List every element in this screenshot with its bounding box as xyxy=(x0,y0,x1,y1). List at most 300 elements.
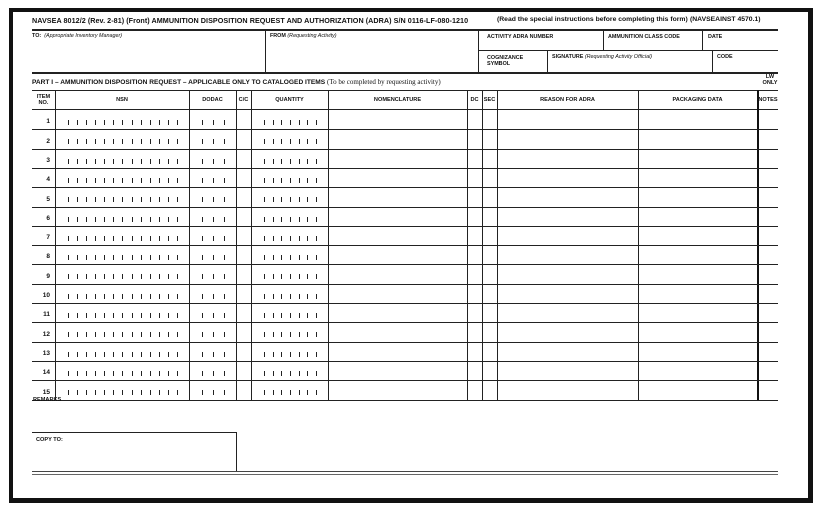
reason-field[interactable] xyxy=(498,265,637,282)
nsn-field[interactable] xyxy=(56,150,188,167)
sec-field[interactable] xyxy=(483,188,496,205)
tick-mark xyxy=(150,313,151,318)
reason-field[interactable] xyxy=(498,169,637,186)
tick-mark xyxy=(150,352,151,357)
character-tick-marks xyxy=(202,120,225,126)
tick-mark xyxy=(104,255,105,260)
tick-mark xyxy=(104,197,105,202)
character-tick-marks xyxy=(202,313,225,319)
nomenclature-field[interactable] xyxy=(329,362,466,379)
packaging-field[interactable] xyxy=(639,381,756,398)
quantity-field[interactable] xyxy=(252,381,327,398)
tick-mark xyxy=(224,159,225,164)
dodac-field[interactable] xyxy=(190,246,235,263)
tick-mark xyxy=(95,371,96,376)
tick-mark xyxy=(168,332,169,337)
tick-mark xyxy=(202,294,203,299)
tick-mark xyxy=(290,371,291,376)
dc-field[interactable] xyxy=(468,304,481,321)
reason-field[interactable] xyxy=(498,362,637,379)
tick-mark xyxy=(273,294,274,299)
dc-field[interactable] xyxy=(468,246,481,263)
tick-mark xyxy=(281,313,282,318)
tick-mark xyxy=(104,139,105,144)
tick-mark xyxy=(264,178,265,183)
packaging-field[interactable] xyxy=(639,285,756,302)
tick-mark xyxy=(299,390,300,395)
quantity-field[interactable] xyxy=(252,150,327,167)
sec-field[interactable] xyxy=(483,227,496,244)
quantity-field[interactable] xyxy=(252,285,327,302)
nsn-field[interactable] xyxy=(56,323,188,340)
tick-mark xyxy=(141,352,142,357)
form-instructions: (Read the special instructions before completing this form) xyxy=(497,16,688,23)
cc-field[interactable] xyxy=(237,343,250,360)
tick-mark xyxy=(132,390,133,395)
tick-mark xyxy=(177,332,178,337)
sec-field[interactable] xyxy=(483,381,496,398)
tick-mark xyxy=(281,236,282,241)
tick-mark xyxy=(77,332,78,337)
nsn-field[interactable] xyxy=(56,227,188,244)
nsn-field[interactable] xyxy=(56,188,188,205)
nomenclature-field[interactable] xyxy=(329,188,466,205)
tick-mark xyxy=(113,159,114,164)
tick-mark xyxy=(177,178,178,183)
tick-mark xyxy=(132,159,133,164)
cc-field[interactable] xyxy=(237,169,250,186)
tick-mark xyxy=(202,352,203,357)
nsn-field[interactable] xyxy=(56,285,188,302)
tick-mark xyxy=(168,139,169,144)
notes-field[interactable] xyxy=(758,362,777,379)
packaging-field[interactable] xyxy=(639,265,756,282)
nsn-field[interactable] xyxy=(56,246,188,263)
cc-field[interactable] xyxy=(237,362,250,379)
nsn-field[interactable] xyxy=(56,130,188,147)
sec-field[interactable] xyxy=(483,208,496,225)
sec-field[interactable] xyxy=(483,130,496,147)
tick-mark xyxy=(168,294,169,299)
cc-field[interactable] xyxy=(237,150,250,167)
character-tick-marks xyxy=(68,371,178,377)
nsn-field[interactable] xyxy=(56,381,188,398)
cc-field[interactable] xyxy=(237,208,250,225)
tick-mark xyxy=(299,371,300,376)
tick-mark xyxy=(177,352,178,357)
nomenclature-field[interactable] xyxy=(329,246,466,263)
dodac-field[interactable] xyxy=(190,130,235,147)
nsn-field[interactable] xyxy=(56,343,188,360)
tick-mark xyxy=(122,332,123,337)
to-field[interactable] xyxy=(32,31,264,71)
col-nsn: NSN xyxy=(116,97,128,103)
notes-field[interactable] xyxy=(758,285,777,302)
tick-mark xyxy=(95,332,96,337)
tick-mark xyxy=(264,274,265,279)
reason-field[interactable] xyxy=(498,343,637,360)
nomenclature-field[interactable] xyxy=(329,111,466,128)
tick-mark xyxy=(159,294,160,299)
dodac-field[interactable] xyxy=(190,111,235,128)
lw-only-label xyxy=(760,74,780,86)
tick-mark xyxy=(177,313,178,318)
nsn-field[interactable] xyxy=(56,169,188,186)
tick-mark xyxy=(290,120,291,125)
tick-mark xyxy=(159,313,160,318)
packaging-field[interactable] xyxy=(639,130,756,147)
reason-field[interactable] xyxy=(498,323,637,340)
dc-field[interactable] xyxy=(468,150,481,167)
dodac-field[interactable] xyxy=(190,362,235,379)
tick-mark xyxy=(150,197,151,202)
nomenclature-field[interactable] xyxy=(329,130,466,147)
character-tick-marks xyxy=(202,178,225,184)
dodac-field[interactable] xyxy=(190,381,235,398)
cc-field[interactable] xyxy=(237,265,250,282)
dodac-field[interactable] xyxy=(190,343,235,360)
tick-mark xyxy=(316,294,317,299)
dodac-field[interactable] xyxy=(190,304,235,321)
nomenclature-field[interactable] xyxy=(329,285,466,302)
cc-field[interactable] xyxy=(237,227,250,244)
sec-field[interactable] xyxy=(483,150,496,167)
dc-field[interactable] xyxy=(468,130,481,147)
tick-mark xyxy=(168,255,169,260)
tick-mark xyxy=(159,352,160,357)
dodac-field[interactable] xyxy=(190,208,235,225)
nsn-field[interactable] xyxy=(56,304,188,321)
character-tick-marks xyxy=(202,352,225,358)
cognizance-symbol-field[interactable] xyxy=(479,51,546,71)
character-tick-marks xyxy=(68,236,178,242)
character-tick-marks xyxy=(202,255,225,261)
sec-field[interactable] xyxy=(483,246,496,263)
notes-field[interactable] xyxy=(758,246,777,263)
quantity-field[interactable] xyxy=(252,227,327,244)
tick-mark xyxy=(86,332,87,337)
dodac-field[interactable] xyxy=(190,285,235,302)
item-label: ITEM xyxy=(36,94,51,100)
tick-mark xyxy=(213,313,214,318)
reason-field[interactable] xyxy=(498,304,637,321)
tick-mark xyxy=(281,274,282,279)
sec-field[interactable] xyxy=(483,265,496,282)
sec-field[interactable] xyxy=(483,323,496,340)
sec-field[interactable] xyxy=(483,169,496,186)
copy-to-field[interactable] xyxy=(32,433,235,471)
nomenclature-field[interactable] xyxy=(329,304,466,321)
quantity-field[interactable] xyxy=(252,362,327,379)
reason-field[interactable] xyxy=(498,188,637,205)
packaging-field[interactable] xyxy=(639,169,756,186)
tick-mark xyxy=(202,313,203,318)
tick-mark xyxy=(150,371,151,376)
tick-mark xyxy=(264,217,265,222)
tick-mark xyxy=(281,217,282,222)
dc-field[interactable] xyxy=(468,362,481,379)
character-tick-marks xyxy=(68,217,178,223)
packaging-field[interactable] xyxy=(639,150,756,167)
tick-mark xyxy=(68,159,69,164)
dc-field[interactable] xyxy=(468,208,481,225)
tick-mark xyxy=(299,236,300,241)
character-tick-marks xyxy=(202,217,225,223)
cc-field[interactable] xyxy=(237,304,250,321)
nomenclature-field[interactable] xyxy=(329,343,466,360)
tick-mark xyxy=(168,390,169,395)
tick-mark xyxy=(273,217,274,222)
quantity-field[interactable] xyxy=(252,265,327,282)
tick-mark xyxy=(202,217,203,222)
item-number: 15 xyxy=(42,389,50,396)
nsn-field[interactable] xyxy=(56,362,188,379)
notes-field[interactable] xyxy=(758,265,777,282)
sec-field[interactable] xyxy=(483,304,496,321)
notes-field[interactable] xyxy=(758,323,777,340)
reason-field[interactable] xyxy=(498,381,637,398)
tick-mark xyxy=(77,178,78,183)
character-tick-marks xyxy=(264,197,317,203)
tick-mark xyxy=(299,139,300,144)
packaging-field[interactable] xyxy=(639,208,756,225)
quantity-field[interactable] xyxy=(252,130,327,147)
tick-mark xyxy=(113,120,114,125)
packaging-field[interactable] xyxy=(639,323,756,340)
cc-field[interactable] xyxy=(237,381,250,398)
tick-mark xyxy=(95,217,96,222)
tick-mark xyxy=(141,139,142,144)
nomenclature-field[interactable] xyxy=(329,265,466,282)
dc-field[interactable] xyxy=(468,227,481,244)
notes-field[interactable] xyxy=(758,304,777,321)
tick-mark xyxy=(168,236,169,241)
tick-mark xyxy=(159,274,160,279)
to-label: TO: xyxy=(32,33,42,39)
nsn-field[interactable] xyxy=(56,111,188,128)
packaging-field[interactable] xyxy=(639,343,756,360)
bottom-double-rule-1 xyxy=(32,471,778,472)
tick-mark xyxy=(141,332,142,337)
packaging-field[interactable] xyxy=(639,246,756,263)
tick-mark xyxy=(168,313,169,318)
tick-mark xyxy=(132,120,133,125)
nomenclature-field[interactable] xyxy=(329,169,466,186)
tick-mark xyxy=(177,217,178,222)
sec-field[interactable] xyxy=(483,362,496,379)
cc-field[interactable] xyxy=(237,285,250,302)
tick-mark xyxy=(264,139,265,144)
packaging-field[interactable] xyxy=(639,362,756,379)
dodac-field[interactable] xyxy=(190,150,235,167)
tick-mark xyxy=(77,352,78,357)
cognizance-label: COGNIZANCE xyxy=(487,55,524,61)
dc-field[interactable] xyxy=(468,323,481,340)
tick-mark xyxy=(224,197,225,202)
tick-mark xyxy=(141,178,142,183)
dodac-field[interactable] xyxy=(190,227,235,244)
tick-mark xyxy=(273,313,274,318)
tick-mark xyxy=(177,120,178,125)
packaging-field[interactable] xyxy=(639,111,756,128)
reason-field[interactable] xyxy=(498,285,637,302)
tick-mark xyxy=(273,139,274,144)
dc-field[interactable] xyxy=(468,381,481,398)
tick-mark xyxy=(86,217,87,222)
column-header-top-rule xyxy=(32,90,778,91)
tick-mark xyxy=(264,294,265,299)
tick-mark xyxy=(141,371,142,376)
tick-mark xyxy=(77,139,78,144)
character-tick-marks xyxy=(264,352,317,358)
tick-mark xyxy=(264,352,265,357)
tick-mark xyxy=(68,139,69,144)
notes-field[interactable] xyxy=(758,227,777,244)
quantity-field[interactable] xyxy=(252,323,327,340)
ammunition-class-code-field[interactable] xyxy=(604,31,701,49)
tick-mark xyxy=(264,120,265,125)
cc-field[interactable] xyxy=(237,188,250,205)
nsn-field[interactable] xyxy=(56,265,188,282)
tick-mark xyxy=(316,236,317,241)
reason-field[interactable] xyxy=(498,227,637,244)
to-sublabel: (Appropriate Inventory Manager) xyxy=(44,33,123,39)
tick-mark xyxy=(202,120,203,125)
quantity-field[interactable] xyxy=(252,208,327,225)
tick-mark xyxy=(281,178,282,183)
tick-mark xyxy=(213,274,214,279)
nomenclature-field[interactable] xyxy=(329,323,466,340)
tick-mark xyxy=(213,159,214,164)
quantity-field[interactable] xyxy=(252,111,327,128)
notes-field[interactable] xyxy=(758,111,777,128)
date-field[interactable] xyxy=(703,31,778,49)
tick-mark xyxy=(95,274,96,279)
tick-mark xyxy=(213,255,214,260)
sec-field[interactable] xyxy=(483,111,496,128)
tick-mark xyxy=(281,139,282,144)
tick-mark xyxy=(113,178,114,183)
tick-mark xyxy=(299,332,300,337)
tick-mark xyxy=(132,217,133,222)
dc-field[interactable] xyxy=(468,265,481,282)
character-tick-marks xyxy=(202,371,225,377)
quantity-field[interactable] xyxy=(252,188,327,205)
tick-mark xyxy=(95,159,96,164)
tick-mark xyxy=(150,178,151,183)
dc-field[interactable] xyxy=(468,169,481,186)
packaging-field[interactable] xyxy=(639,304,756,321)
tick-mark xyxy=(290,313,291,318)
notes-field[interactable] xyxy=(758,169,777,186)
tick-mark xyxy=(141,313,142,318)
notes-field[interactable] xyxy=(758,188,777,205)
tick-mark xyxy=(113,197,114,202)
no-label: NO. xyxy=(38,100,49,106)
reason-field[interactable] xyxy=(498,111,637,128)
reason-field[interactable] xyxy=(498,150,637,167)
sec-field[interactable] xyxy=(483,343,496,360)
nomenclature-field[interactable] xyxy=(329,227,466,244)
tick-mark xyxy=(290,236,291,241)
dc-field[interactable] xyxy=(468,285,481,302)
tick-mark xyxy=(281,197,282,202)
tick-mark xyxy=(281,255,282,260)
tick-mark xyxy=(141,197,142,202)
cc-field[interactable] xyxy=(237,323,250,340)
tick-mark xyxy=(202,332,203,337)
tick-mark xyxy=(307,352,308,357)
dodac-field[interactable] xyxy=(190,169,235,186)
cc-field[interactable] xyxy=(237,130,250,147)
packaging-field[interactable] xyxy=(639,188,756,205)
nsn-field[interactable] xyxy=(56,208,188,225)
dc-field[interactable] xyxy=(468,188,481,205)
character-tick-marks xyxy=(68,197,178,203)
tick-mark xyxy=(316,352,317,357)
character-tick-marks xyxy=(264,178,317,184)
tick-mark xyxy=(264,159,265,164)
quantity-field[interactable] xyxy=(252,304,327,321)
notes-field[interactable] xyxy=(758,343,777,360)
activity-adra-number-field[interactable] xyxy=(479,31,602,49)
tick-mark xyxy=(77,390,78,395)
cc-field[interactable] xyxy=(237,111,250,128)
reason-field[interactable] xyxy=(498,208,637,225)
code-field[interactable] xyxy=(713,51,778,71)
col-packaging: PACKAGING DATA xyxy=(672,97,723,103)
nomenclature-field[interactable] xyxy=(329,150,466,167)
dc-field[interactable] xyxy=(468,343,481,360)
item-number: 10 xyxy=(42,292,50,299)
reason-field[interactable] xyxy=(498,246,637,263)
notes-field[interactable] xyxy=(758,150,777,167)
column-header-bottom-rule xyxy=(32,109,778,110)
dodac-field[interactable] xyxy=(190,323,235,340)
character-tick-marks xyxy=(68,139,178,145)
signature-field[interactable] xyxy=(548,51,711,71)
dc-field[interactable] xyxy=(468,111,481,128)
tick-mark xyxy=(150,236,151,241)
tick-mark xyxy=(307,178,308,183)
dodac-field[interactable] xyxy=(190,188,235,205)
tick-mark xyxy=(68,294,69,299)
tick-mark xyxy=(141,159,142,164)
notes-field[interactable] xyxy=(758,130,777,147)
remarks-field[interactable] xyxy=(32,404,778,430)
cc-field[interactable] xyxy=(237,246,250,263)
quantity-field[interactable] xyxy=(252,169,327,186)
sec-field[interactable] xyxy=(483,285,496,302)
quantity-field[interactable] xyxy=(252,343,327,360)
tick-mark xyxy=(77,255,78,260)
tick-mark xyxy=(77,313,78,318)
nomenclature-field[interactable] xyxy=(329,208,466,225)
character-tick-marks xyxy=(68,352,178,358)
notes-field[interactable] xyxy=(758,208,777,225)
notes-field[interactable] xyxy=(758,381,777,398)
from-field[interactable] xyxy=(266,31,477,71)
nomenclature-field[interactable] xyxy=(329,381,466,398)
dodac-field[interactable] xyxy=(190,265,235,282)
tick-mark xyxy=(159,120,160,125)
tick-mark xyxy=(159,236,160,241)
tick-mark xyxy=(132,371,133,376)
packaging-field[interactable] xyxy=(639,227,756,244)
reason-field[interactable] xyxy=(498,130,637,147)
quantity-field[interactable] xyxy=(252,246,327,263)
tick-mark xyxy=(77,120,78,125)
